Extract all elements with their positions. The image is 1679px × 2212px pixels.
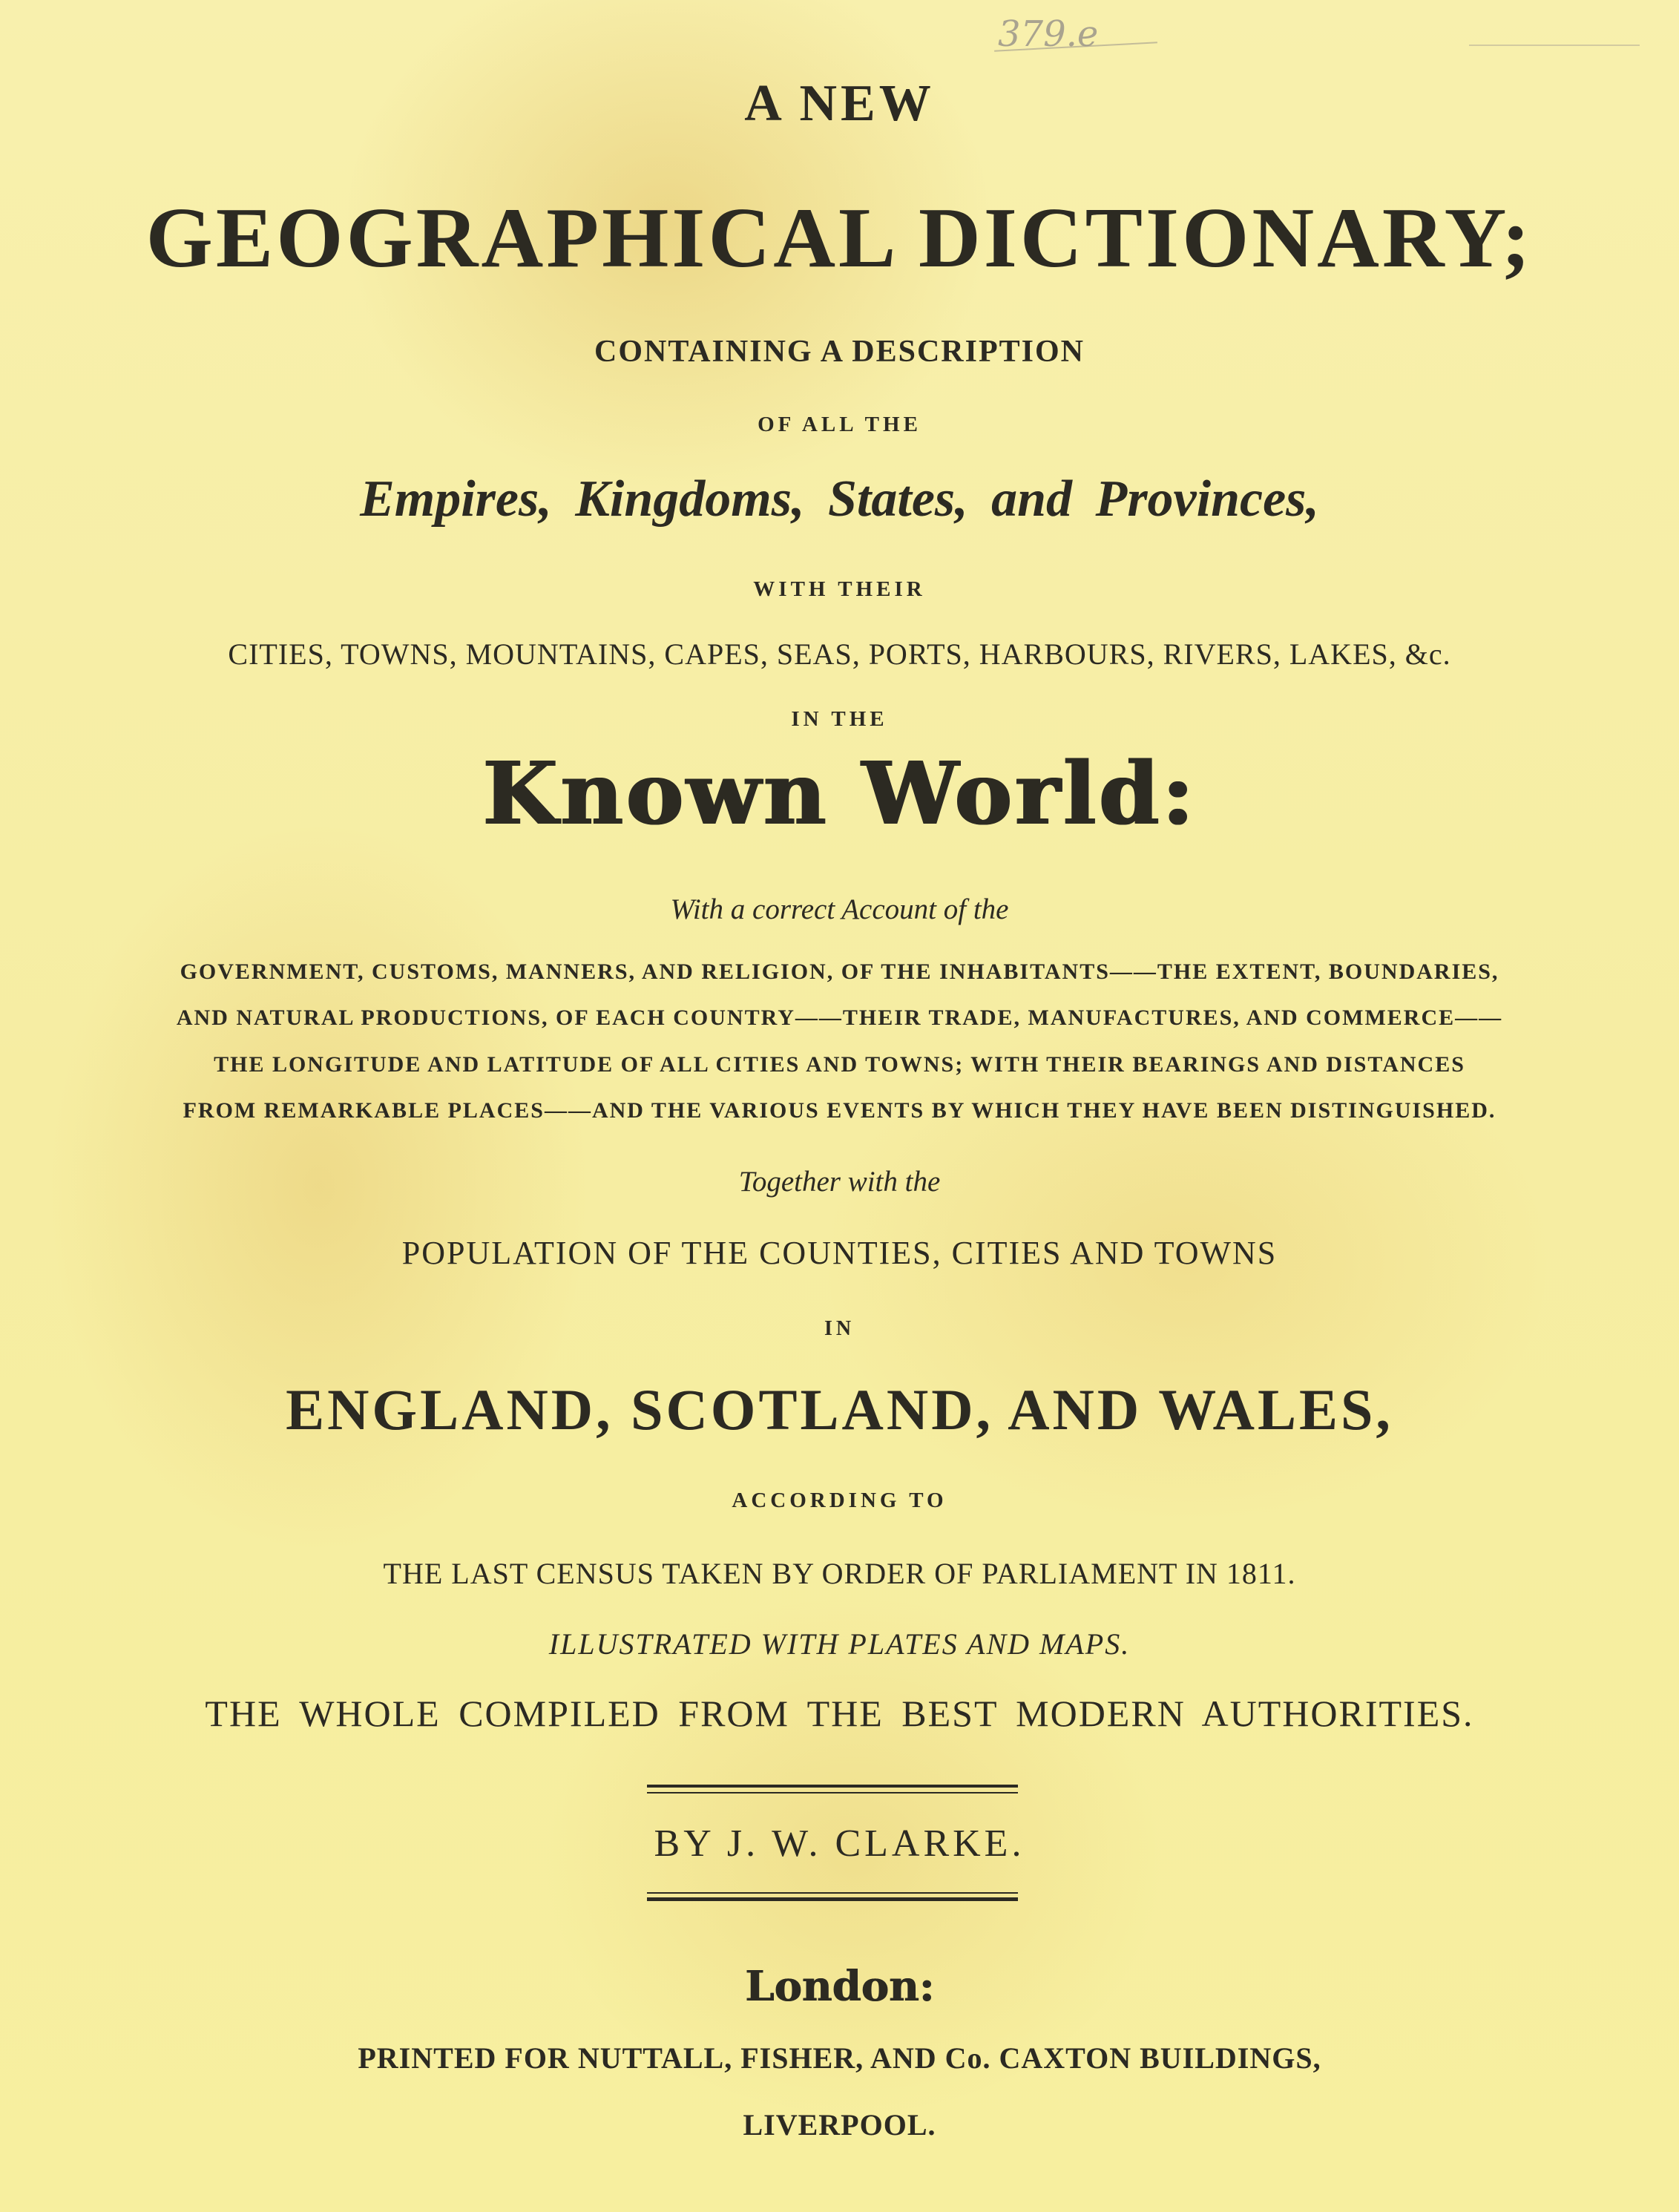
title-line-1: A NEW: [744, 75, 935, 132]
shelfmark: 379.e: [998, 13, 1099, 55]
subtitle-with-their: WITH THEIR: [753, 577, 926, 601]
description-intro: With a correct Account of the: [670, 893, 1009, 925]
in-line: IN: [824, 1317, 855, 1340]
census-line: THE LAST CENSUS TAKEN BY ORDER OF PARLIAMENT IN 1811.: [383, 1557, 1296, 1590]
according-to-line: ACCORDING TO: [732, 1489, 947, 1512]
imprint-printer: PRINTED FOR NUTTALL, FISHER, AND Co. CAXTON BUILDINGS,: [358, 2041, 1321, 2075]
divider-rule-bottom: [647, 1892, 1018, 1901]
subtitle-known-world: Known World:: [482, 744, 1197, 844]
compiled-line: THE WHOLE COMPILED FROM THE BEST MODERN AUTHORITIES.: [205, 1693, 1474, 1734]
description-line: GOVERNMENT, CUSTOMS, MANNERS, AND RELIGION, OF THE INHABITANTS——THE EXTENT, BOUNDARIES,: [180, 959, 1499, 984]
subtitle-empires: Empires, Kingdoms, States, and Provinces,: [360, 470, 1319, 528]
population-line: POPULATION OF THE COUNTIES, CITIES AND TOWNS: [401, 1235, 1278, 1271]
pencil-mark: [1469, 45, 1640, 46]
together-with: Together with the: [738, 1166, 941, 1198]
imprint-place: LIVERPOOL.: [743, 2108, 936, 2142]
main-title: GEOGRAPHICAL DICTIONARY;: [145, 191, 1534, 286]
illustrated-line: ILLUSTRATED WITH PLATES AND MAPS.: [548, 1627, 1131, 1661]
subtitle-containing: CONTAINING A DESCRIPTION: [594, 335, 1085, 369]
author-line: BY J. W. CLARKE.: [654, 1822, 1025, 1865]
subtitle-in-the: IN THE: [791, 707, 888, 731]
description-line: FROM REMARKABLE PLACES——AND THE VARIOUS EVENTS BY WHICH THEY HAVE BEEN DISTINGUISHED.: [183, 1098, 1496, 1123]
imprint-city: London:: [744, 1962, 935, 2011]
subtitle-of-all-the: OF ALL THE: [758, 413, 921, 436]
description-line: AND NATURAL PRODUCTIONS, OF EACH COUNTRY——THEIR TRADE, MANUFACTURES, AND COMMERCE——: [176, 1005, 1503, 1030]
divider-rule-top: [647, 1785, 1018, 1793]
subtitle-cities: CITIES, TOWNS, MOUNTAINS, CAPES, SEAS, PORTS, HARBOURS, RIVERS, LAKES, &c.: [228, 637, 1451, 671]
countries-line: ENGLAND, SCOTLAND, AND WALES,: [286, 1377, 1393, 1442]
description-line: THE LONGITUDE AND LATITUDE OF ALL CITIES AND TOWNS; WITH THEIR BEARINGS AND DISTANCES: [214, 1052, 1465, 1077]
